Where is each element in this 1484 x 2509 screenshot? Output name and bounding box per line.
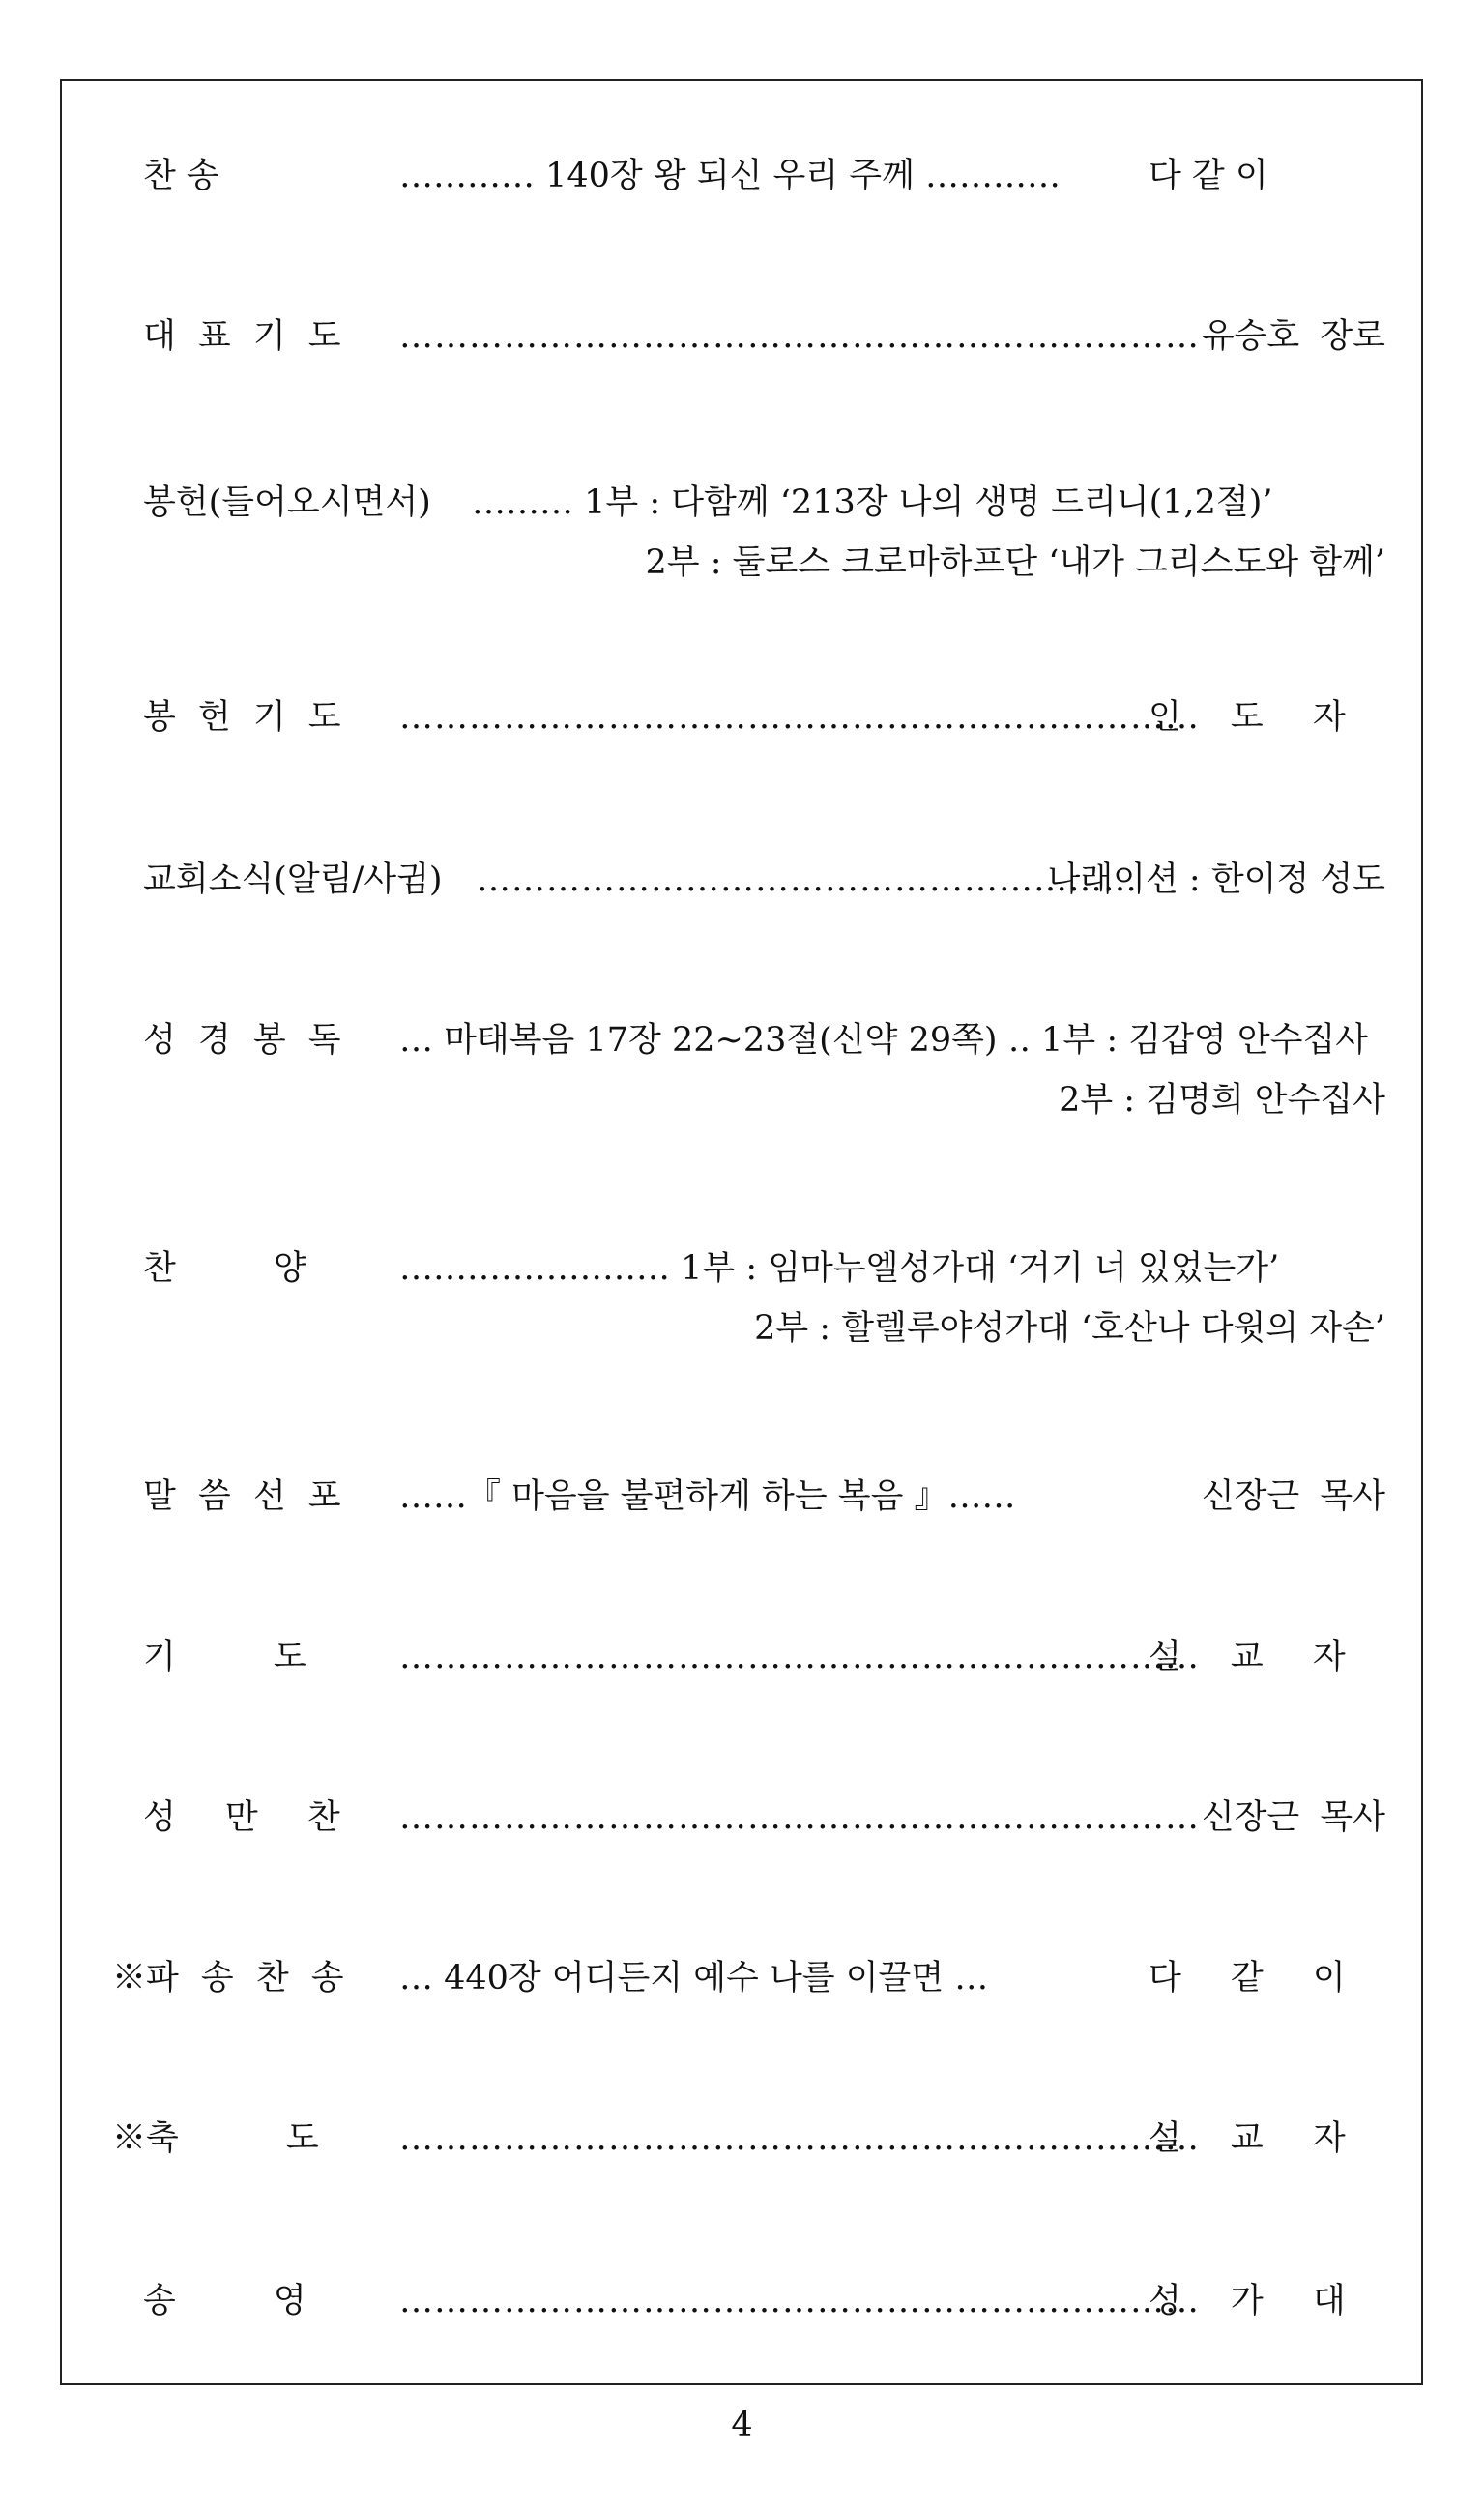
item-title: 말 씀 선 포 — [143, 1477, 341, 1516]
item-detail: …………………… 1부 : 임마누엘성가대 ‘거기 너 있었는가’ — [399, 1249, 1280, 1288]
page-number: 4 — [731, 2406, 753, 2444]
item-title: 성 만 찬 — [143, 1798, 340, 1837]
item-detail: …………………………………………………………… — [399, 2119, 1200, 2158]
item-title: 찬 양 — [143, 1249, 306, 1288]
item-detail: …………………………………………………………… — [399, 1798, 1200, 1837]
item-detail-line2: 2부 : 둘로스 크로마하프단 ‘내가 그리스도와 함께’ — [645, 543, 1385, 582]
item-detail: ……『 마음을 불편하게 하는 복음 』…… — [399, 1477, 1016, 1516]
item-title: 송 영 — [143, 2282, 306, 2320]
item-detail: … 440장 어디든지 예수 나를 이끌면 … — [399, 1959, 989, 1998]
item-title: 기 도 — [143, 1638, 306, 1677]
order-item — [75, 307, 1385, 365]
item-detail: …………………………………………………………… — [399, 1638, 1200, 1677]
item-detail-line2: 2부 : 김명희 안수집사 — [1059, 1081, 1385, 1120]
item-leader: 설 교 자 — [1149, 2119, 1346, 2158]
item-detail: ………………………………………………… — [477, 861, 1138, 899]
item-leader: 다 같 이 — [1149, 1959, 1346, 1998]
item-detail: …………………………………………………………… — [399, 2282, 1200, 2320]
order-item — [75, 851, 1385, 909]
item-leader: 신장근 목사 — [1201, 1798, 1385, 1837]
item-leader: 나래이션 : 한이정 성도 — [1047, 861, 1385, 899]
item-detail: ……… 1부 : 다함께 ‘213장 나의 생명 드리니(1,2절)’ — [472, 483, 1273, 522]
order-item — [75, 474, 1385, 599]
item-leader: 다 같 이 — [1149, 157, 1268, 195]
item-title: 봉 헌 기 도 — [143, 698, 341, 737]
item-detail: …………………………………………………………… — [399, 317, 1200, 356]
order-item — [75, 2272, 1385, 2330]
item-leader: 신장근 목사 — [1201, 1477, 1385, 1516]
order-item — [75, 1011, 1385, 1137]
item-leader: 성 가 대 — [1149, 2282, 1346, 2320]
order-item — [75, 1468, 1385, 1526]
item-title: 성 경 봉 독 — [143, 1021, 341, 1060]
item-leader: 설 교 자 — [1149, 1638, 1346, 1677]
item-leader: 유승호 장로 — [1201, 317, 1385, 356]
item-detail: … 마태복음 17장 22~23절(신약 29쪽) ‥ 1부 : 김갑영 안수집사 — [399, 1021, 1369, 1060]
item-title: ※파 송 찬 송 — [112, 1959, 344, 1998]
item-title: 대 표 기 도 — [143, 317, 341, 356]
order-item — [75, 1789, 1385, 1847]
order-item — [75, 2110, 1385, 2168]
item-leader: 인 도 자 — [1149, 698, 1346, 737]
order-item — [75, 1240, 1385, 1365]
order-item — [75, 147, 1385, 205]
item-title: 봉헌(들어오시면서) — [143, 483, 431, 522]
item-title: ※축 도 — [112, 2119, 319, 2158]
item-detail-line2: 2부 : 할렐루야성가대 ‘호산나 다윗의 자손’ — [754, 1309, 1385, 1348]
order-item — [75, 688, 1385, 746]
item-title: 교회소식(알림/사귐) — [143, 861, 443, 899]
order-item — [75, 1949, 1385, 2007]
item-detail: …………………………………………………………… — [399, 698, 1200, 737]
bulletin-frame — [60, 79, 1423, 2385]
item-title: 찬 송 — [143, 157, 219, 195]
order-item — [75, 1628, 1385, 1686]
item-detail: ………… 140장 왕 되신 우리 주께 ………… — [399, 157, 1062, 195]
